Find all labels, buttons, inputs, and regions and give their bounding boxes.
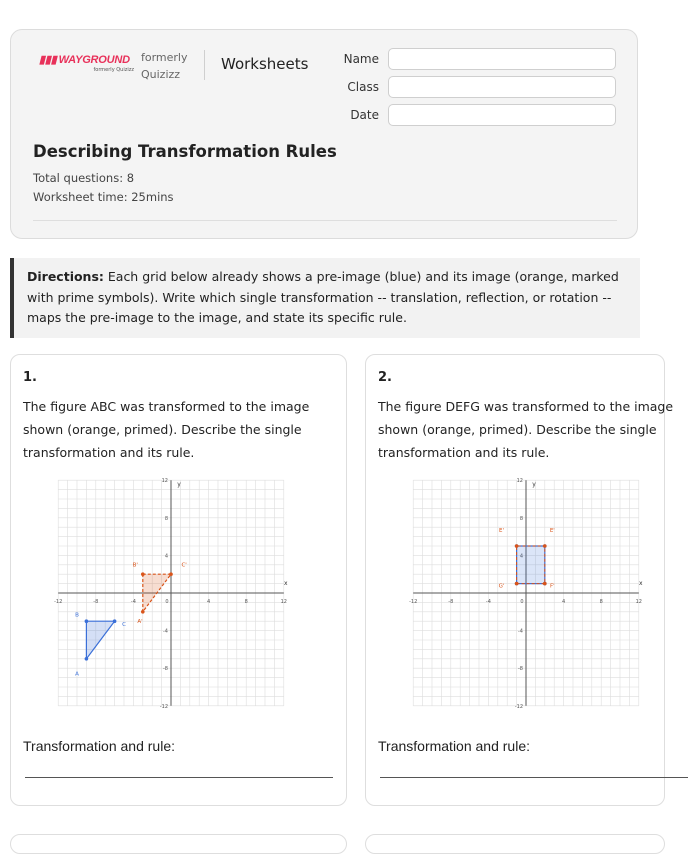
vertex-label: G' bbox=[498, 583, 505, 590]
y-axis-label: y bbox=[177, 481, 181, 489]
worksheet-header bbox=[10, 29, 638, 239]
x-tick-label: 4 bbox=[207, 599, 211, 605]
question-text-line: shown (orange, primed). Describe the single bbox=[23, 422, 302, 437]
date-label: Date bbox=[350, 108, 379, 122]
vertex-label: B' bbox=[132, 562, 138, 569]
question-text bbox=[378, 395, 678, 464]
x-tick-label: -4 bbox=[130, 599, 136, 605]
y-axis-label: y bbox=[532, 481, 536, 489]
vertex-point bbox=[113, 619, 117, 623]
question-card-4 bbox=[365, 834, 665, 854]
directions-box bbox=[10, 258, 640, 338]
worksheets-title: Worksheets bbox=[221, 55, 309, 73]
question-card-1 bbox=[10, 354, 347, 806]
y-tick-label: 8 bbox=[164, 515, 168, 522]
total-questions: Total questions: 8 bbox=[33, 171, 135, 185]
y-tick-label: 8 bbox=[519, 515, 523, 522]
x-tick-label: -12 bbox=[54, 599, 63, 605]
question-number: 1. bbox=[23, 370, 37, 385]
question-text bbox=[23, 395, 323, 464]
worksheet-title: Describing Transformation Rules bbox=[33, 142, 337, 161]
y-tick-label: -8 bbox=[518, 666, 523, 673]
answer-label: Transformation and rule: bbox=[23, 738, 175, 754]
x-tick-label: 12 bbox=[280, 599, 287, 605]
answer-line[interactable] bbox=[25, 777, 333, 778]
x-axis-label: x bbox=[639, 580, 643, 587]
x-tick-label: 4 bbox=[562, 599, 566, 605]
vertex-point bbox=[543, 544, 547, 548]
vertex-point bbox=[543, 582, 547, 586]
y-tick-label: 12 bbox=[516, 478, 523, 485]
header-rule bbox=[33, 220, 617, 221]
vertex-label: E' bbox=[549, 527, 555, 534]
x-tick-label: -8 bbox=[93, 599, 99, 605]
class-label: Class bbox=[347, 80, 379, 94]
question-text-line: The figure DEFG was transformed to the image bbox=[378, 399, 674, 414]
y-tick-label: -12 bbox=[159, 703, 168, 710]
vertex-point bbox=[515, 544, 519, 548]
logo-subtext: formerly Quizizz bbox=[93, 67, 134, 73]
vertex-label: B bbox=[75, 612, 79, 619]
x-tick-label: 0 bbox=[520, 599, 524, 605]
vertex-point bbox=[169, 572, 173, 576]
header-divider bbox=[204, 50, 205, 80]
logo-bars-icon: ▮▮▮ bbox=[39, 54, 57, 66]
answer-line[interactable] bbox=[380, 777, 688, 778]
question-card-3 bbox=[10, 834, 347, 854]
vertex-point bbox=[515, 582, 519, 586]
question-text-line: The figure ABC was transformed to the image bbox=[23, 399, 310, 414]
question-text-line: transformation and its rule. bbox=[378, 445, 550, 460]
x-tick-label: 0 bbox=[165, 599, 169, 605]
preimage-square bbox=[517, 546, 545, 584]
wayground-logo bbox=[39, 53, 134, 73]
x-tick-label: -12 bbox=[409, 599, 418, 605]
x-tick-label: 12 bbox=[635, 599, 642, 605]
logo-text: WAYGROUND bbox=[58, 54, 130, 66]
vertex-point bbox=[141, 610, 145, 614]
y-tick-label: -8 bbox=[163, 666, 168, 673]
worksheet-time: Worksheet time: 25mins bbox=[33, 190, 174, 204]
vertex-label: C' bbox=[181, 562, 187, 569]
y-tick-label: 4 bbox=[164, 553, 168, 560]
name-label: Name bbox=[343, 52, 379, 66]
x-tick-label: -4 bbox=[485, 599, 491, 605]
question-number: 2. bbox=[378, 370, 392, 385]
directions-label: Directions: bbox=[27, 269, 104, 284]
x-axis-label: x bbox=[284, 580, 288, 587]
y-tick-label: 12 bbox=[161, 478, 168, 485]
x-tick-label: 8 bbox=[244, 599, 248, 605]
x-tick-label: -8 bbox=[448, 599, 454, 605]
vertex-point bbox=[85, 657, 89, 661]
vertex-label: F' bbox=[549, 583, 555, 590]
question-card-2 bbox=[365, 354, 674, 806]
question-text-line: shown (orange, primed). Describe the single bbox=[378, 422, 657, 437]
formerly-line2: Quizizz bbox=[141, 68, 181, 81]
vertex-label: C bbox=[122, 621, 126, 628]
vertex-label: A' bbox=[137, 619, 143, 626]
directions-text: Each grid below already shows a pre-image (blue) and its image (orange, marked with prime symbols). Write which single transformation -- translation, reflection, or rotation -- maps the pre-image to the image, and state its specific rule. bbox=[27, 269, 619, 325]
name-field[interactable] bbox=[388, 48, 616, 70]
formerly-quizizz bbox=[141, 49, 188, 83]
y-tick-label: 4 bbox=[519, 553, 523, 560]
answer-label: Transformation and rule: bbox=[378, 738, 530, 754]
y-tick-label: -4 bbox=[518, 628, 523, 635]
coordinate-grid bbox=[409, 475, 654, 715]
date-field[interactable] bbox=[388, 104, 616, 126]
y-tick-label: -4 bbox=[163, 628, 168, 635]
question-text-line: transformation and its rule. bbox=[23, 445, 195, 460]
coordinate-grid bbox=[54, 475, 299, 715]
vertex-label: E' bbox=[499, 527, 505, 534]
vertex-label: A bbox=[75, 671, 79, 678]
vertex-point bbox=[85, 619, 89, 623]
y-tick-label: -12 bbox=[514, 703, 523, 710]
vertex-point bbox=[141, 572, 145, 576]
class-field[interactable] bbox=[388, 76, 616, 98]
x-tick-label: 8 bbox=[599, 599, 603, 605]
formerly-line1: formerly bbox=[141, 51, 188, 64]
